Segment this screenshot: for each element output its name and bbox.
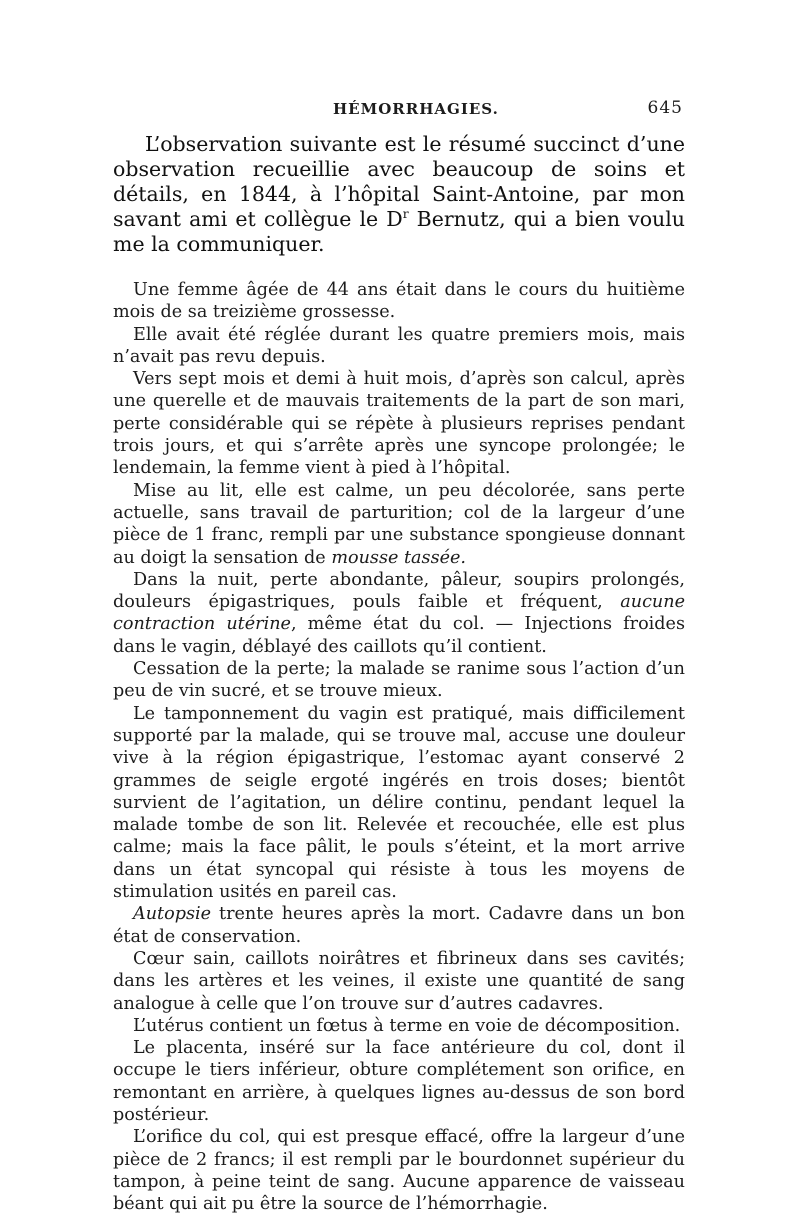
case-paragraph-5-text-a: Dans la nuit, perte abondante, pâleur, soupirs prolongés, douleurs épigastriques, pouls faible et fréquent, <box>113 569 685 613</box>
case-paragraph-5-text-b: , même état du col. — Injections froides dans le vagin, déblayé des caillots qu’il contient. <box>113 614 685 657</box>
case-paragraph-6: Cessation de la perte; la malade se ranime sous l’action d’un peu de vin sucré, et se trouve mieux. <box>113 659 685 702</box>
page-number: 645 <box>647 98 683 118</box>
case-paragraph-10: L’utérus contient un fœtus à terme en voie de décomposition. <box>133 1015 681 1036</box>
section-gap <box>113 257 685 279</box>
running-title: HÉMORRHAGIES. <box>333 100 499 118</box>
case-paragraph-5-italic: aucune contraction utérine <box>113 592 685 635</box>
case-paragraph-4 <box>113 480 685 569</box>
case-paragraph-12: L’orifice du col, qui est presque effacé, offre la largeur d’une pièce de 2 francs; il est rempli par le bourdonnet supérieur du tampon, à peine teint de sang. Aucune apparence de vaisseau béant qui ait pu être la source de l’hémorrhagie. <box>113 1127 685 1215</box>
book-page <box>113 96 685 1215</box>
case-paragraph-2: Elle avait été réglée durant les quatre premiers mois, mais n’avait pas revu depuis. <box>113 324 685 367</box>
intro-superscript: r <box>402 207 409 222</box>
case-paragraph-8 <box>113 903 685 948</box>
page-header <box>113 96 685 126</box>
case-paragraph-5 <box>113 569 685 658</box>
case-report <box>113 279 685 1215</box>
intro-text-end: Bernutz, qui a bien voulu me la communiquer. <box>113 207 685 256</box>
intro-paragraph <box>113 132 685 257</box>
case-paragraph-7: Le tamponnement du vagin est pratiqué, mais difficilement supporté par la malade, qui se trouve mal, accuse une douleur vive à la région épigastrique, l’estomac ayant conservé 2 grammes de seigle ergoté ingérés en trois doses; bientôt survient de l’agitation, un délire continu, pendant lequel la malade tombe de son lit. Relevée et recouchée, elle est plus calme; mais la face pâlit, le pouls s’éteint, et la mort arrive dans un état syncopal qui résiste à tous les moyens de stimulation usités en pareil cas. <box>113 703 685 903</box>
case-paragraph-1: Une femme âgée de 44 ans était dans le cours du huitième mois de sa treizième grossesse. <box>113 280 685 323</box>
intro-text: L’observation suivante est le résumé succinct d’une observation recueillie avec beaucoup de soins et détails, en 1844, à l’hôpital Saint-Antoine, par mon savant ami et collègue le D <box>113 132 685 231</box>
case-paragraph-4-italic: mousse tassée. <box>331 547 467 568</box>
case-paragraph-11: Le placenta, inséré sur la face antérieure du col, dont il occupe le tiers inférieur, obture complétement son orifice, en remontant en arrière, à quelques lignes au-dessus de son bord postérieur. <box>113 1038 685 1125</box>
case-paragraph-8-text: trente heures après la mort. Cadavre dans un bon état de conservation. <box>113 904 685 947</box>
case-paragraph-8-italic: Autopsie <box>133 904 212 925</box>
case-paragraph-9: Cœur sain, caillots noirâtres et fibrineux dans ses cavités; dans les artères et les veines, il existe une quantité de sang analogue à celle que l’on trouve sur d’autres cadavres. <box>113 948 685 1014</box>
case-paragraph-4-text: Mise au lit, elle est calme, un peu décolorée, sans perte actuelle, sans travail de parturition; col de la largeur d’une pièce de 1 franc, rempli par une substance spongieuse donnant au doigt la sensation de <box>113 480 685 568</box>
case-paragraph-3: Vers sept mois et demi à huit mois, d’après son calcul, après une querelle et de mauvais traitements de la part de son mari, perte considérable qui se répète à plusieurs reprises pendant trois jours, et qui s’arrête après une syncope prolongée; le lendemain, la femme vient à pied à l’hôpital. <box>113 369 685 479</box>
